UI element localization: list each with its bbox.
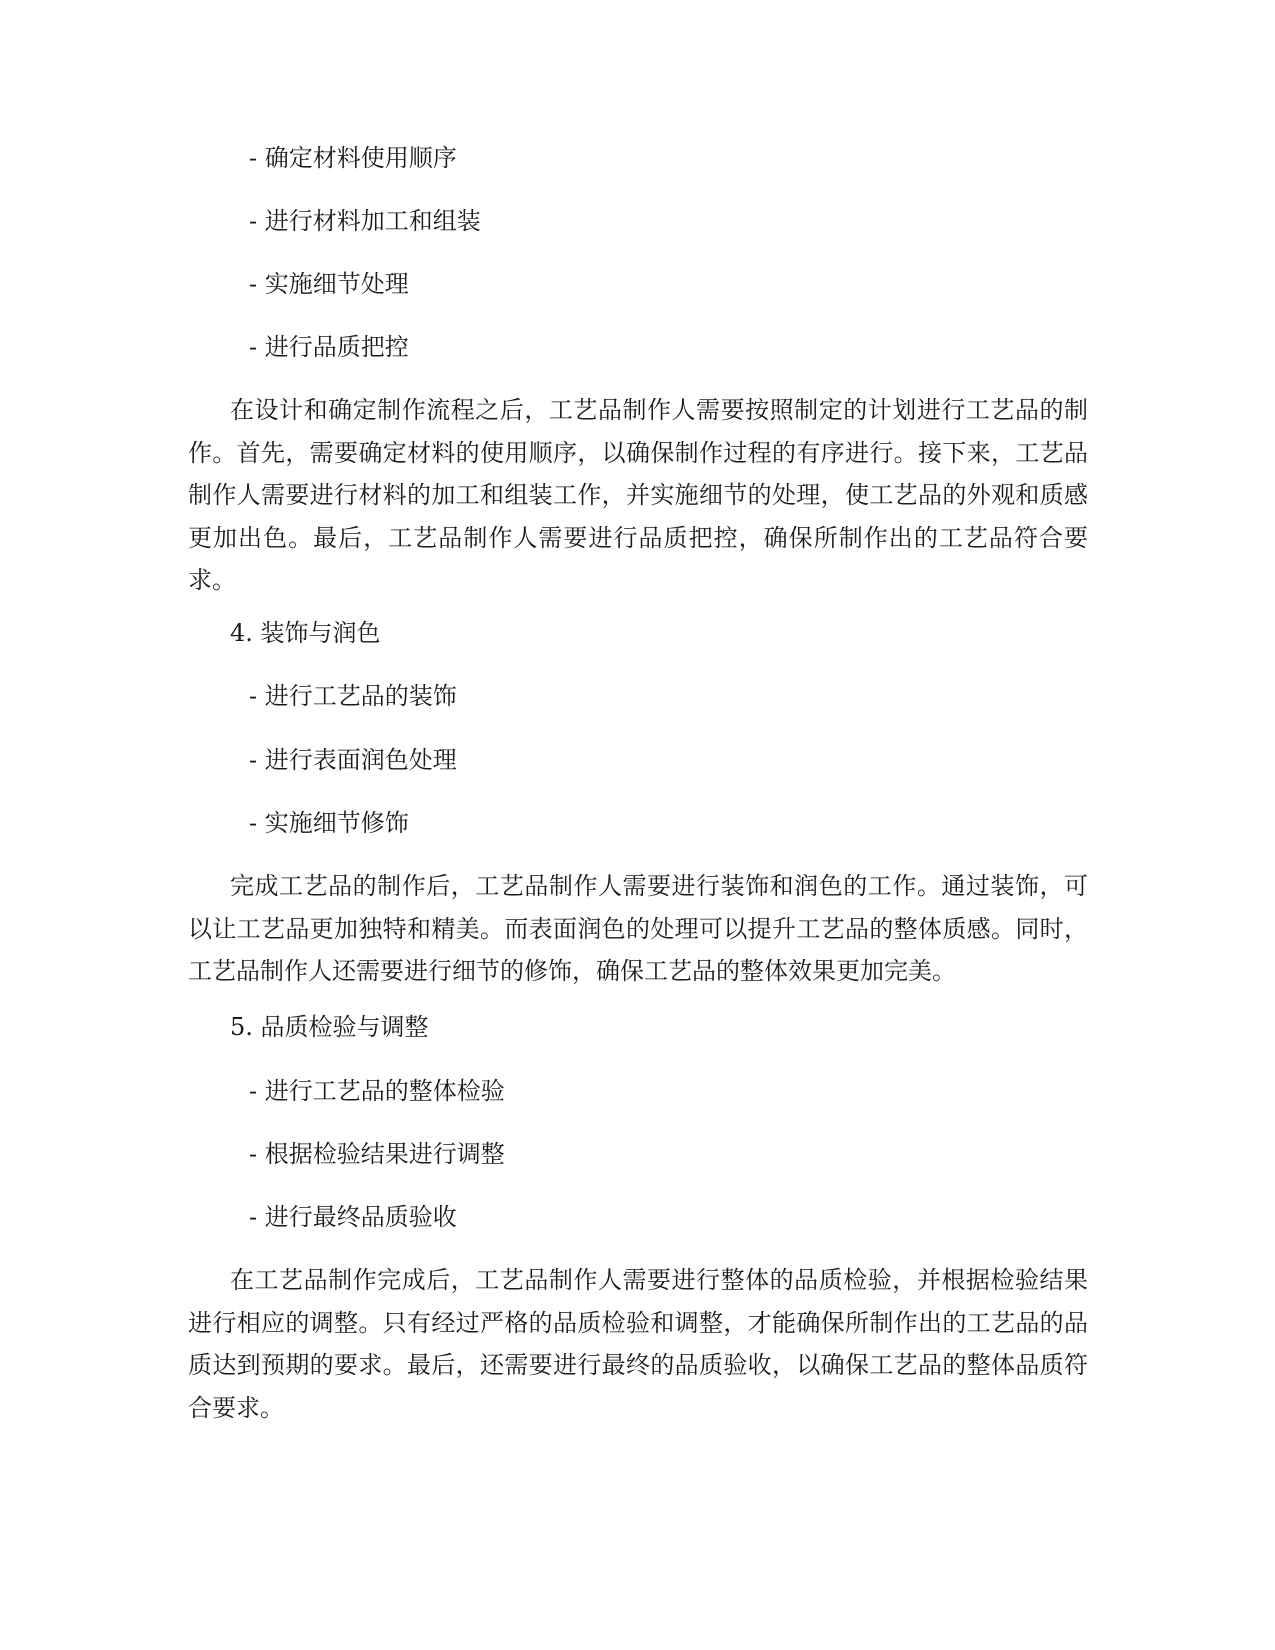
bullet-item: - 确定材料使用顺序 [249,144,457,172]
body-paragraph: 在设计和确定制作流程之后，工艺品制作人需要按照制定的计划进行工艺品的制作。首先，需要确定材料的使用顺序，以确保制作过程的有序进行。接下来，工艺品制作人需要进行材料的加工和组装工作，并实施细节的处理，使工艺品的外观和质感更加出色。最后，工艺品制作人需要进行品质把控，确保所制作出的工艺品符合要求。 [188,396,1088,594]
bullet-item: - 根据检验结果进行调整 [249,1140,505,1168]
bullet-item: - 进行品质把控 [249,333,409,361]
body-paragraph: 完成工艺品的制作后，工艺品制作人需要进行装饰和润色的工作。通过装饰，可以让工艺品更加独特和精美。而表面润色的处理可以提升工艺品的整体质感。同时，工艺品制作人还需要进行细节的修饰，确保工艺品的整体效果更加完美。 [188,872,1088,985]
bullet-item: - 实施细节修饰 [249,809,409,837]
bullet-item: - 进行最终品质验收 [249,1203,457,1231]
section-heading: 4. 装饰与润色 [230,619,381,647]
bullet-item: - 进行工艺品的整体检验 [249,1077,505,1105]
bullet-item: - 进行表面润色处理 [249,746,457,774]
bullet-item: - 实施细节处理 [249,270,409,298]
body-paragraph: 在工艺品制作完成后，工艺品制作人需要进行整体的品质检验，并根据检验结果进行相应的调整。只有经过严格的品质检验和调整，才能确保所制作出的工艺品的品质达到预期的要求。最后，还需要进行最终的品质验收，以确保工艺品的整体品质符合要求。 [188,1266,1088,1422]
bullet-item: - 进行工艺品的装饰 [249,682,457,710]
section-heading: 5. 品质检验与调整 [230,1013,429,1041]
bullet-item: - 进行材料加工和组装 [249,207,481,235]
